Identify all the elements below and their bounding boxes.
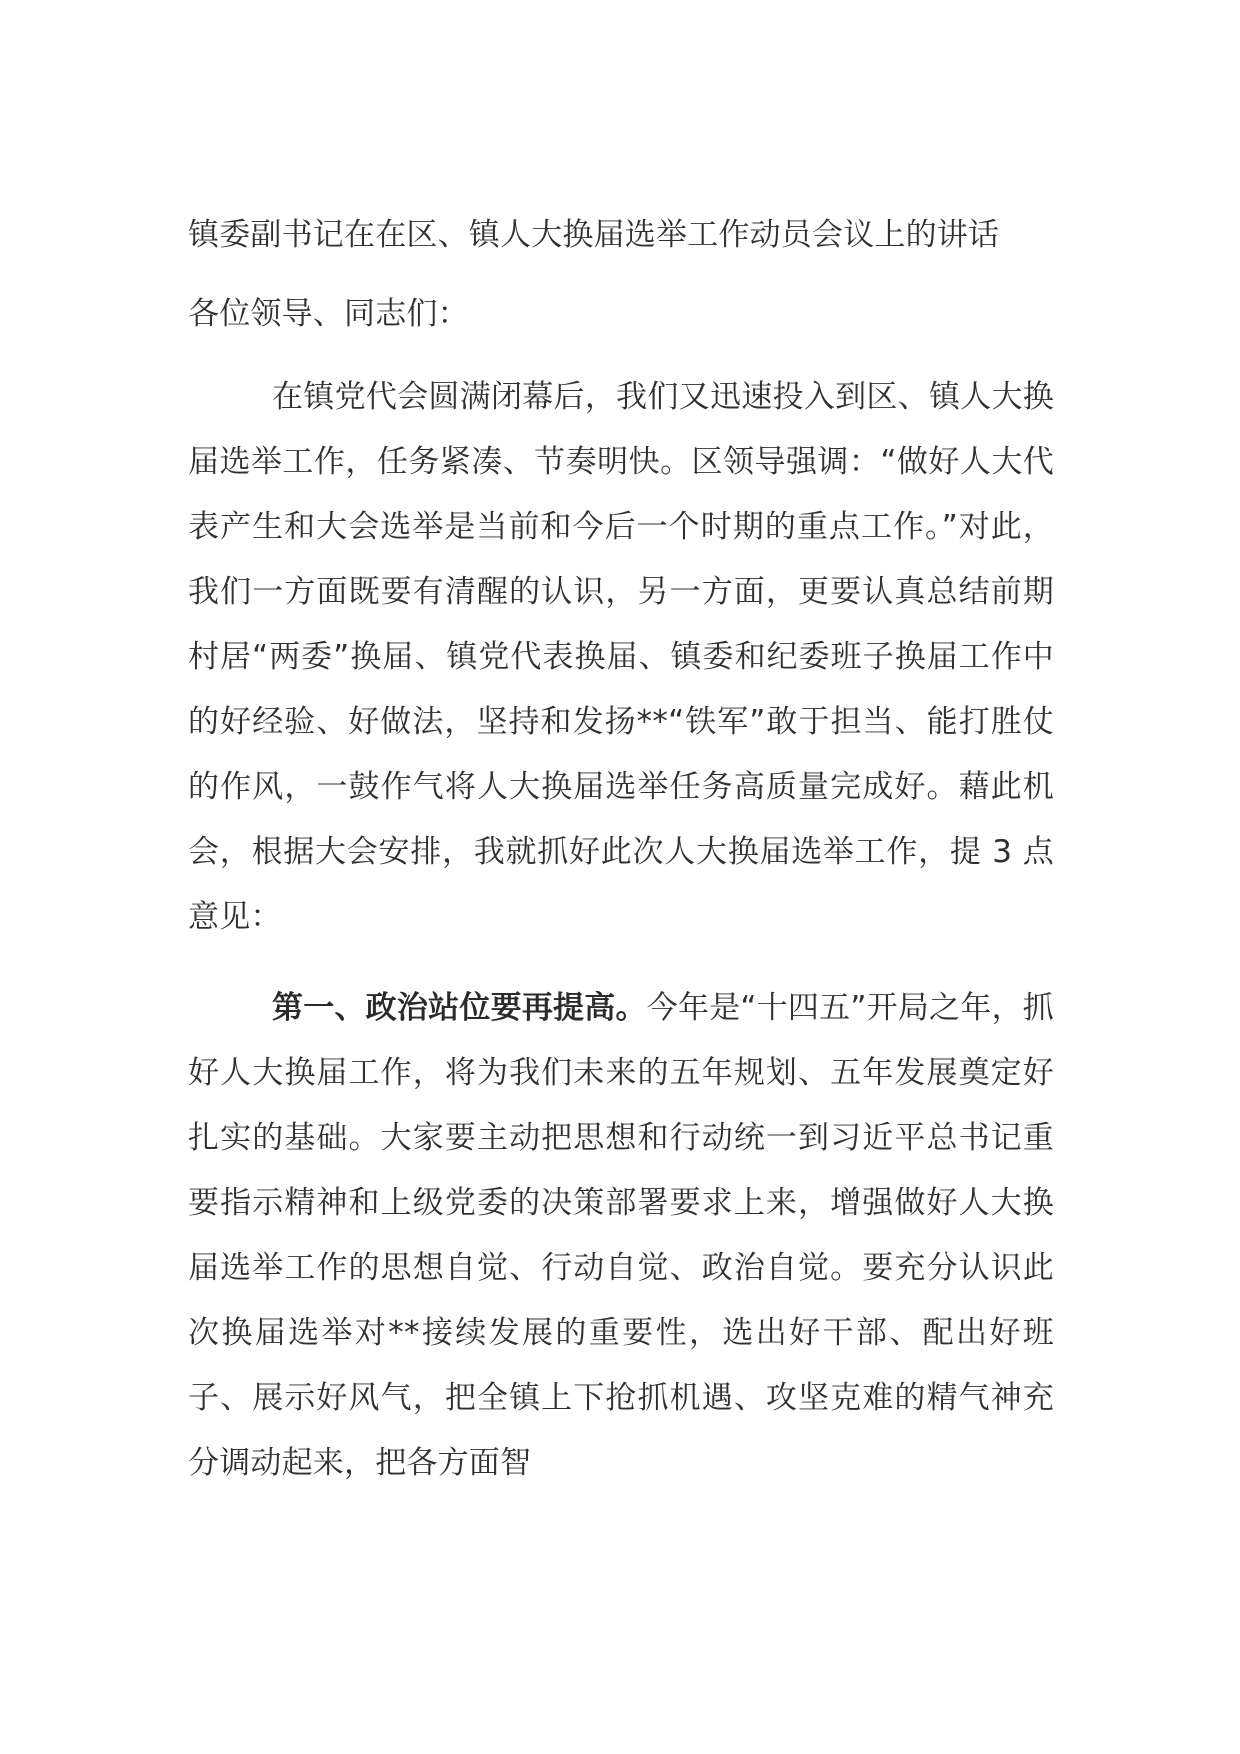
paragraph-2 [188,976,1054,1496]
salutation: 各位领导、同志们： [188,296,469,332]
paragraph-2-text: 今年是“十四五”开局之年，抓好人大换届工作，将为我们未来的五年规划、五年发展奠定好扎实的基础。大家要主动把思想和行动统一到习近平总书记重要指示精神和上级党委的决策部署要求上来，增强做好人大换届选举工作的思想自觉、行动自觉、政治自觉。要充分认识此次换届选举对**接续发展的重要性，选出好干部、配出好班子、展示好风气，把全镇上下抢抓机遇、攻坚克难的精气神充分调动起来，把各方面智 [188,990,1055,1481]
paragraph-1-text: 在镇党代会圆满闭幕后，我们又迅速投入到区、镇人大换届选举工作，任务紧凑、节奏明快。区领导强调：“做好人大代表产生和大会选举是当前和今后一个时期的重点工作。”对此，我们一方面既要有清醒的认识，另一方面，更要认真总结前期村居“两委”换届、镇党代表换届、镇委和纪委班子换届工作中的好经验、好做法，坚持和发扬**“铁军”敢于担当、能打胜仗的作风，一鼓作气将人大换届选举任务高质量完成好。藉此机会，根据大会安排，我就抓好此次人大换届选举工作，提 3 点意见： [188,379,1054,935]
document-body [188,203,1054,1496]
paragraph-1 [188,365,1054,950]
paragraph-2-lead: 第一、政治站位要再提高。 [272,990,647,1026]
document-title: 镇委副书记在在区、镇人大换届选举工作动员会议上的讲话 [188,217,1000,253]
